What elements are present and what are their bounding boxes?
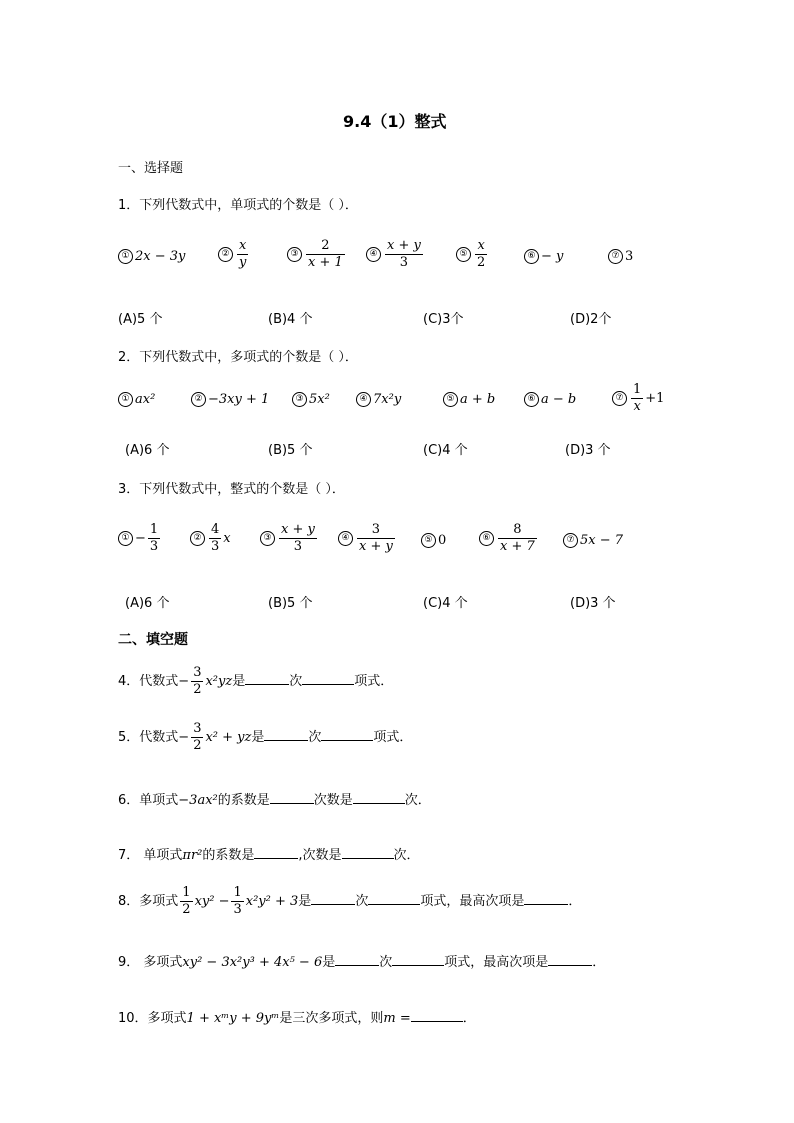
q3-item-2: ② $\frac{4}{3}$ x [190, 522, 231, 555]
q2-option-b: (B)5 个 [268, 443, 313, 458]
question-4: 4．代数式− $\frac{3}{2}$ x²yz是 次 项式． [118, 665, 394, 697]
q2-item-7: ⑦ $\frac{1}{x}$ +1 [612, 382, 664, 415]
q3-option-a: (A)6 个 [125, 596, 170, 611]
q3-item-5: ⑤ 0 [421, 533, 446, 548]
q9-blank-2[interactable] [392, 965, 444, 966]
q1-item-5: ⑤ $\frac{x}{2}$ [456, 238, 489, 271]
q3-marker-6: ⑥ [479, 531, 494, 546]
q1-marker-1: ① [118, 249, 133, 264]
q4-blank-2[interactable] [302, 684, 354, 685]
section-heading-fill: 二、填空题 [118, 632, 188, 648]
q2-marker-6: ⑥ [524, 392, 539, 407]
q7-blank-2[interactable] [342, 858, 394, 859]
q1-option-a: (A)5 个 [118, 312, 163, 327]
q1-item-1: ① 2x − 3y [118, 249, 185, 264]
question-7: 7． 单项式πr²的系数是 ,次数是 次． [118, 848, 420, 863]
question-10: 10．多项式1 + xᵐy + 9yᵐ是三次多项式，则m = ． [118, 1011, 476, 1026]
q9-blank-3[interactable] [548, 965, 592, 966]
question-3-stem: 3．下列代数式中，整式的个数是（ ）． [118, 482, 345, 497]
q1-option-d: (D)2个 [570, 312, 612, 327]
q5-blank-2[interactable] [321, 740, 373, 741]
page-title: 9.4（1）整式 [343, 112, 447, 131]
q2-marker-2: ② [191, 392, 206, 407]
question-5: 5．代数式− $\frac{3}{2}$ x² + yz是 次 项式． [118, 721, 413, 753]
q3-marker-5: ⑤ [421, 533, 436, 548]
q1-item-7: ⑦ 3 [608, 249, 633, 264]
q2-item-4: ④ 7x²y [356, 392, 401, 407]
q2-option-c: (C)4 个 [423, 443, 468, 458]
q6-blank-2[interactable] [353, 803, 405, 804]
q3-item-1: ① − $\frac{1}{3}$ [118, 522, 162, 555]
q3-marker-2: ② [190, 531, 205, 546]
q5-blank-1[interactable] [264, 740, 308, 741]
q6-blank-1[interactable] [270, 803, 314, 804]
q3-marker-4: ④ [338, 531, 353, 546]
q3-marker-3: ③ [260, 531, 275, 546]
q3-item-7: ⑦ 5x − 7 [563, 533, 623, 548]
question-8: 8．多项式 $\frac{1}{2}$ xy² − $\frac{1}{3}$ x²y² + 3是 次 项式，最高次项是 ． [118, 885, 582, 917]
q3-marker-7: ⑦ [563, 533, 578, 548]
section-heading-choice: 一、选择题 [118, 161, 184, 176]
q8-blank-1[interactable] [311, 904, 355, 905]
q1-marker-3: ③ [287, 247, 302, 262]
q3-item-6: ⑥ $\frac{8}{x + 7}$ [479, 522, 539, 555]
q7-blank-1[interactable] [254, 858, 298, 859]
q2-item-1: ① ax² [118, 392, 155, 407]
q2-item-3: ③ 5x² [292, 392, 330, 407]
q2-marker-4: ④ [356, 392, 371, 407]
q2-item-6: ⑥ a − b [524, 392, 576, 407]
q2-marker-3: ③ [292, 392, 307, 407]
question-9: 9． 多项式xy² − 3x²y³ + 4x⁵ − 6是 次 项式，最高次项是 ． [118, 955, 606, 970]
q1-marker-2: ② [218, 247, 233, 262]
q1-marker-7: ⑦ [608, 249, 623, 264]
q2-marker-5: ⑤ [443, 392, 458, 407]
q3-marker-1: ① [118, 531, 133, 546]
q1-option-b: (B)4 个 [268, 312, 313, 327]
q2-item-5: ⑤ a + b [443, 392, 495, 407]
q9-blank-1[interactable] [335, 965, 379, 966]
q3-option-d: (D)3 个 [570, 596, 616, 611]
q10-blank-1[interactable] [411, 1021, 463, 1022]
q1-item-3: ③ $\frac{2}{x + 1}$ [287, 238, 347, 271]
q2-marker-7: ⑦ [612, 391, 627, 406]
q2-option-a: (A)6 个 [125, 443, 170, 458]
question-1-stem: 1．下列代数式中，单项式的个数是（ ）． [118, 198, 358, 213]
q1-item-4: ④ $\frac{x + y}{3}$ [366, 238, 425, 271]
q1-item-2: ② $\frac{x}{y}$ [218, 238, 250, 271]
q8-blank-2[interactable] [368, 904, 420, 905]
q3-item-4: ④ $\frac{3}{x + y}$ [338, 522, 397, 555]
q1-item-6: ⑥ − y [524, 249, 563, 264]
question-6: 6．单项式−3ax²的系数是 次数是 次． [118, 793, 431, 808]
q2-marker-1: ① [118, 392, 133, 407]
q1-marker-4: ④ [366, 247, 381, 262]
q2-item-2: ② −3xy + 1 [191, 392, 269, 407]
q3-item-3: ③ $\frac{x + y}{3}$ [260, 522, 319, 555]
q1-option-c: (C)3个 [423, 312, 464, 327]
q3-option-b: (B)5 个 [268, 596, 313, 611]
question-2-stem: 2．下列代数式中，多项式的个数是（ ）． [118, 350, 358, 365]
q2-option-d: (D)3 个 [565, 443, 611, 458]
q1-marker-6: ⑥ [524, 249, 539, 264]
q1-marker-5: ⑤ [456, 247, 471, 262]
q4-blank-1[interactable] [245, 684, 289, 685]
q8-blank-3[interactable] [524, 904, 568, 905]
q3-option-c: (C)4 个 [423, 596, 468, 611]
